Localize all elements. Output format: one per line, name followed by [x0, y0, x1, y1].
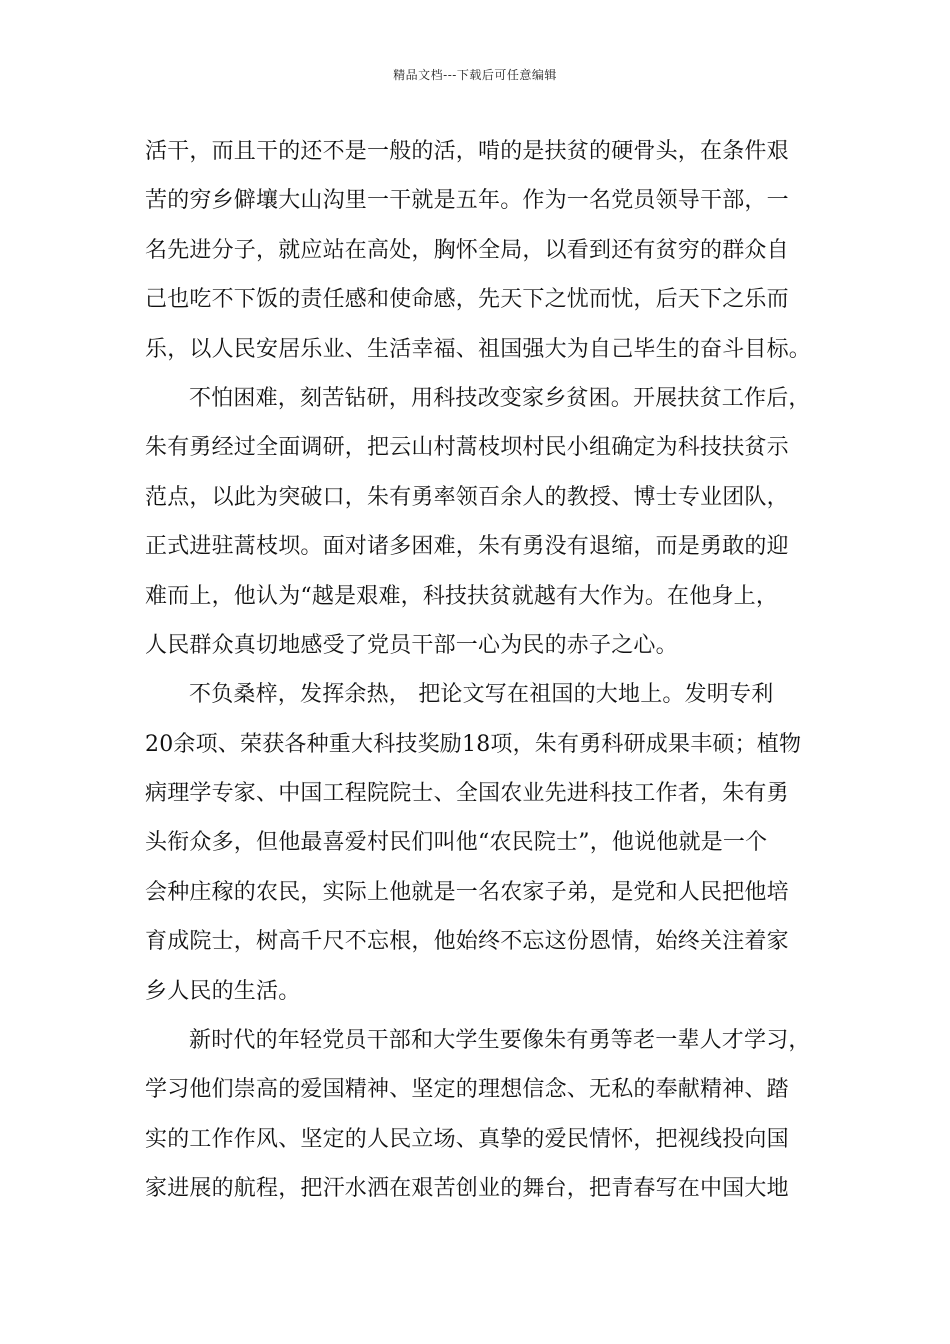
text-line: 名先进分子，就应站在高处，胸怀全局，以看到还有贫穷的群众自 — [145, 237, 789, 263]
text-line: 新时代的年轻党员干部和大学生要像朱有勇等老一辈人才学习， — [189, 1028, 811, 1054]
document-body — [145, 127, 825, 1214]
page-header: 精品文档---下载后可任意编辑 — [393, 68, 557, 82]
text-line: 家进展的航程，把汗水洒在艰苦创业的舞台，把青春写在中国大地 — [145, 1176, 789, 1202]
text-line: 乐，以人民安居乐业、生活幸福、祖国强大为自己毕生的奋斗目标。 — [145, 336, 812, 362]
text-line: 人民群众真切地感受了党员干部一心为民的赤子之心。 — [145, 632, 678, 658]
paragraph — [145, 127, 825, 374]
text-line: 己也吃不下饭的责任感和使命感，先天下之忧而忧，后天下之乐而 — [145, 287, 789, 313]
text-line: 病理学专家、中国工程院院士、全国农业先进科技工作者，朱有勇 — [145, 781, 789, 807]
text-line: 学习他们崇高的爱国精神、坚定的理想信念、无私的奉献精神、踏 — [145, 1077, 789, 1103]
text-line: 苦的穷乡僻壤大山沟里一干就是五年。作为一名党员领导干部，一 — [145, 188, 789, 214]
paragraph — [145, 374, 825, 670]
text-line: 会种庄稼的农民，实际上他就是一名农家子弟，是党和人民把他培 — [145, 879, 789, 905]
text-line: 乡人民的生活。 — [145, 978, 301, 1004]
text-line: 范点，以此为突破口，朱有勇率领百余人的教授、博士专业团队， — [145, 484, 789, 510]
text-line: 活干，而且干的还不是一般的活，啃的是扶贫的硬骨头，在条件艰 — [145, 139, 789, 164]
text-line: 不负桑梓，发挥余热， 把论文写在祖国的大地上。发明专利 — [189, 682, 774, 708]
text-line: 实的工作作风、坚定的人民立场、真挚的爱民情怀，把视线投向国 — [145, 1126, 789, 1152]
text-line: 育成院士，树高千尺不忘根，他始终不忘这份恩情，始终关注着家 — [145, 929, 789, 955]
text-line: 不怕困难，刻苦钻研，用科技改变家乡贫困。开展扶贫工作后， — [189, 385, 811, 411]
text-line: 20余项、荣获各种重大科技奖励18项，朱有勇科研成果丰硕；植物 — [145, 731, 802, 757]
text-line: 头衔众多，但他最喜爱村民们叫他“农民院士”，他说他就是一个 — [145, 830, 768, 856]
text-line: 难而上，他认为“越是艰难，科技扶贫就越有大作为。在他身上， — [145, 583, 779, 609]
text-line: 朱有勇经过全面调研，把云山村蒿枝坝村民小组确定为科技扶贫示 — [145, 435, 789, 461]
paragraph — [145, 1016, 825, 1214]
text-line: 正式进驻蒿枝坝。面对诸多困难，朱有勇没有退缩，而是勇敢的迎 — [145, 534, 789, 560]
paragraph — [145, 670, 825, 1016]
